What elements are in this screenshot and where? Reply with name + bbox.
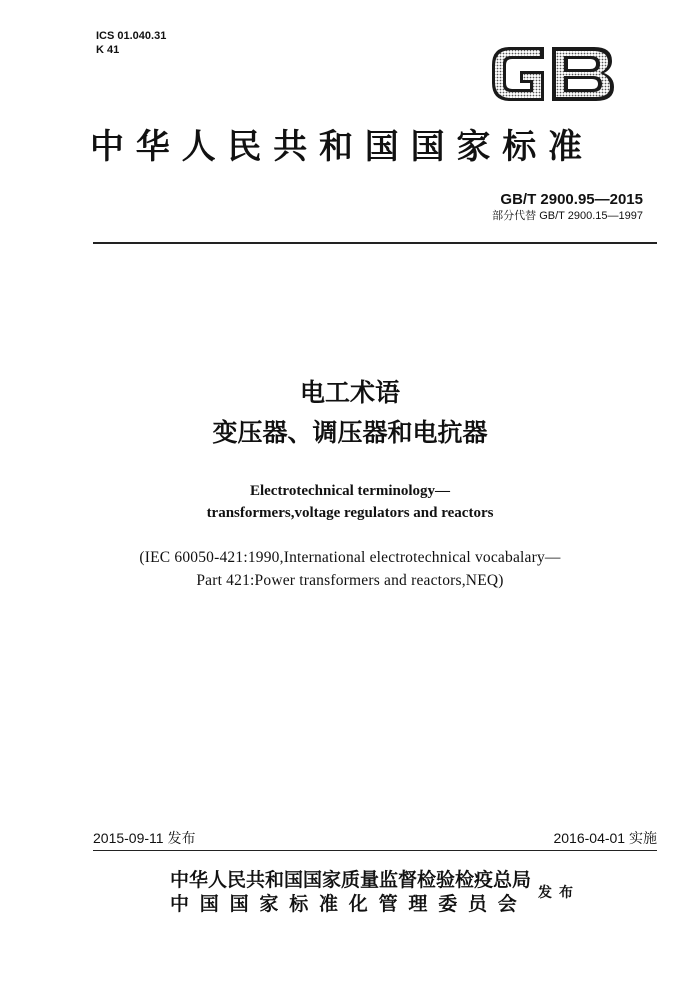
release-date: 2015-09-11 发布: [93, 830, 196, 846]
ccs-code: K 41: [96, 44, 120, 56]
standard-number-block: [492, 190, 643, 224]
english-title-line2: transformers,voltage regulators and reactors: [206, 505, 494, 521]
issuer-line1: 中华人民共和国国家质量监督检验检疫总局: [170, 869, 532, 891]
footer-divider: [93, 850, 657, 851]
ics-code: ICS 01.040.31: [96, 30, 167, 42]
english-title-line1: Electrotechnical terminology—: [249, 483, 451, 499]
publish-label: 发布: [538, 885, 580, 901]
header-divider: [93, 242, 657, 244]
english-title: [0, 480, 700, 524]
chinese-title-line1: 电工术语: [299, 378, 400, 407]
standard-number: GB/T 2900.95—2015: [500, 191, 643, 208]
replaces-note: 部分代替 GB/T 2900.15—1997: [492, 210, 643, 222]
iec-reference-line2: Part 421:Power transformers and reactors,NEQ): [196, 572, 504, 589]
issuer-block: [170, 868, 531, 916]
iec-reference-line1: (IEC 60050-421:1990,International electrotechnical vocabalary—: [139, 549, 561, 566]
org-title: 中华人民共和国国家标准: [90, 127, 594, 167]
iec-reference: [0, 546, 700, 592]
chinese-title: [0, 373, 700, 453]
chinese-title-line2: 变压器、调压器和电抗器: [212, 418, 488, 447]
issuer-line2: 中国国家标准化管理委员会: [170, 893, 528, 915]
implementation-date: 2016-04-01 实施: [553, 830, 657, 846]
classification-codes: [96, 29, 166, 57]
gb-standard-logo-icon: [484, 37, 620, 111]
